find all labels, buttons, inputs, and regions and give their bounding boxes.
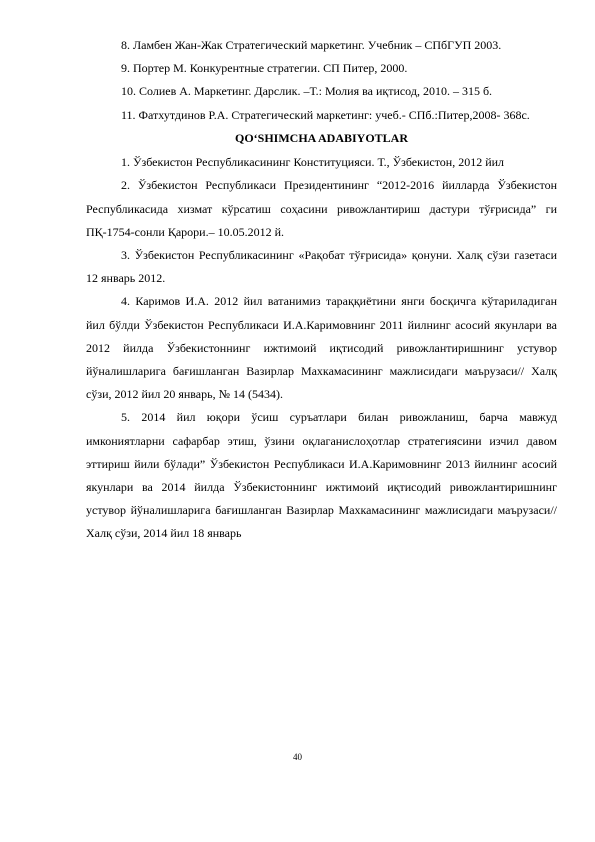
document-page [86, 34, 557, 546]
additional-reference-item-4: 4. Каримов И.А. 2012 йил ватанимиз тараққиётини янги босқичга кўтариладиган йил бўлди Ўзбекистон Республикаси И.А.Каримовнинг 2011 йилнинг асосий якунлари ва 2012 йилда Ўзбекистоннинг ижтимоий иқтисодий ривожлантиришнинг устувор йўналишларига бағишланган Вазирлар Махкамасининг мажлисидаги маърузаси// Халқ сўзи, 2012 йил 20 январь, № 14 (5434). [86, 294, 557, 402]
reference-item-10: 10. Солиев А. Маркетинг. Дарслик. –Т.: Молия ва иқтисод, 2010. – 315 б. [121, 84, 493, 99]
additional-reference-item-1: 1. Ўзбекистон Республикасининг Конституцияси. Т., Ўзбекистон, 2012 йил [121, 155, 505, 170]
page-number: 40 [293, 752, 302, 762]
reference-item-9: 9. Портер М. Конкурентные стратегии. СП Питер, 2000. [121, 61, 408, 76]
reference-item-8: 8. Ламбен Жан-Жак Стратегический маркетинг. Учебник – СПбГУП 2003. [121, 38, 502, 52]
reference-item-11: 11. Фатхутдинов Р.А. Стратегический маркетинг: учеб.- СПб.:Питер,2008- 368с. [121, 107, 530, 122]
additional-reference-item-5: 5. 2014 йил юқори ўсиш суръатлари билан ривожланиш, барча мавжуд имкониятларни сафарбар этиш, ўзини оқлаганислоҳотлар стратегиясини изчил давом эттириш йили бўлади” Ўзбекистон Республикаси И.А.Каримовнинг 2013 йилнинг асосий якунлари ва 2014 йилда Ўзбекистоннинг ижтимоий иқтисодий ривожлантиришнинг устувор йўналишларига бағишланган Вазирлар Махкамасининг мажлисидаги маърузаси// Халқ сўзи, 2014 йил 18 январь [86, 410, 557, 541]
section-heading: QO‘SHIMCHA ADABIYOTLAR [234, 130, 409, 145]
additional-reference-item-2: 2. Ўзбекистон Республикаси Президентининг “2012-2016 йилларда Ўзбекистон Республикасида хизмат кўрсатиш соҳасини ривожлантириш дастури тўғрисида” ги ПҚ-1754-сонли Қарори.– 10.05.2012 й. [86, 178, 557, 239]
additional-reference-item-3: 3. Ўзбекистон Республикасининг «Рақобат тўғрисида» қонуни. Халқ сўзи газетаси 12 январь 2012. [86, 248, 557, 286]
